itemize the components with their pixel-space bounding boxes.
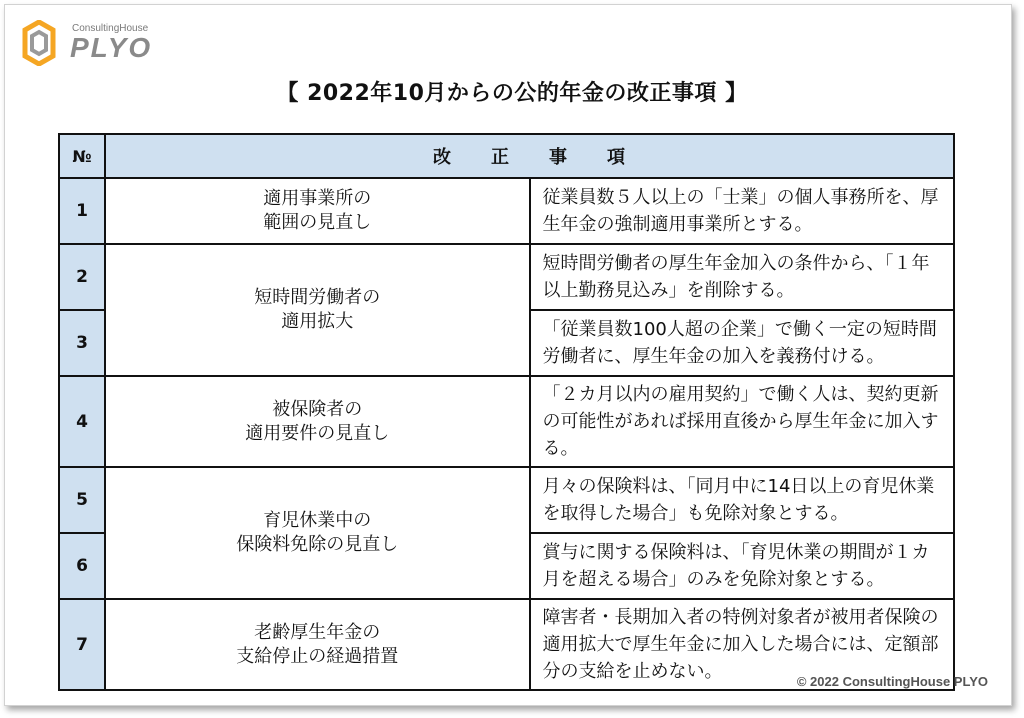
- row-category: 被保険者の 適用要件の見直し: [105, 376, 530, 467]
- logo-text: PLYO: [70, 32, 153, 63]
- row-description: 「２カ月以内の雇用契約」で働く人は、契約更新の可能性があれば採用直後から厚生年金に加入する。: [530, 376, 955, 467]
- header-no: №: [59, 134, 105, 178]
- row-description: 短時間労働者の厚生年金加入の条件から、「１年以上勤務見込み」を削除する。: [530, 244, 955, 310]
- row-description: 賞与に関する保険料は、「育児休業の期間が１カ月を超える場合」のみを免除対象とする。: [530, 533, 955, 599]
- header-items: 改正事項: [105, 134, 954, 178]
- row-description: 「従業員数100人超の企業」で働く一定の短時間労働者に、厚生年金の加入を義務付ける。: [530, 310, 955, 376]
- row-category: 老齢厚生年金の 支給停止の経過措置: [105, 599, 530, 690]
- table-row: [59, 244, 954, 310]
- row-category: 育児休業中の 保険料免除の見直し: [105, 467, 530, 599]
- row-number: 1: [59, 178, 105, 244]
- row-number: 6: [59, 533, 105, 599]
- row-description: 従業員数５人以上の「士業」の個人事務所を、厚生年金の強制適用事業所とする。: [530, 178, 955, 244]
- row-number: 2: [59, 244, 105, 310]
- logo: [22, 18, 182, 68]
- row-number: 3: [59, 310, 105, 376]
- table-row: [59, 178, 954, 244]
- row-category: 適用事業所の 範囲の見直し: [105, 178, 530, 244]
- table-row: [59, 376, 954, 467]
- logo-subtext: ConsultingHouse: [72, 23, 149, 34]
- copyright-text: © 2022 ConsultingHouse PLYO: [796, 674, 988, 689]
- row-description: 障害者・長期加入者の特例対象者が被用者保険の適用拡大で厚生年金に加入した場合には、定額部分の支給を止めない。: [530, 599, 955, 690]
- table-header-row: [59, 134, 954, 178]
- row-category: 短時間労働者の 適用拡大: [105, 244, 530, 376]
- page-title: 【 2022年10月からの公的年金の改正事項 】: [276, 81, 748, 106]
- row-description: 月々の保険料は、「同月中に14日以上の育児休業を取得した場合」も免除対象とする。: [530, 467, 955, 533]
- row-number: 4: [59, 376, 105, 467]
- amendment-table: [58, 133, 955, 691]
- row-number: 5: [59, 467, 105, 533]
- table-row: [59, 467, 954, 533]
- row-number: 7: [59, 599, 105, 690]
- logo-icon: [22, 20, 56, 66]
